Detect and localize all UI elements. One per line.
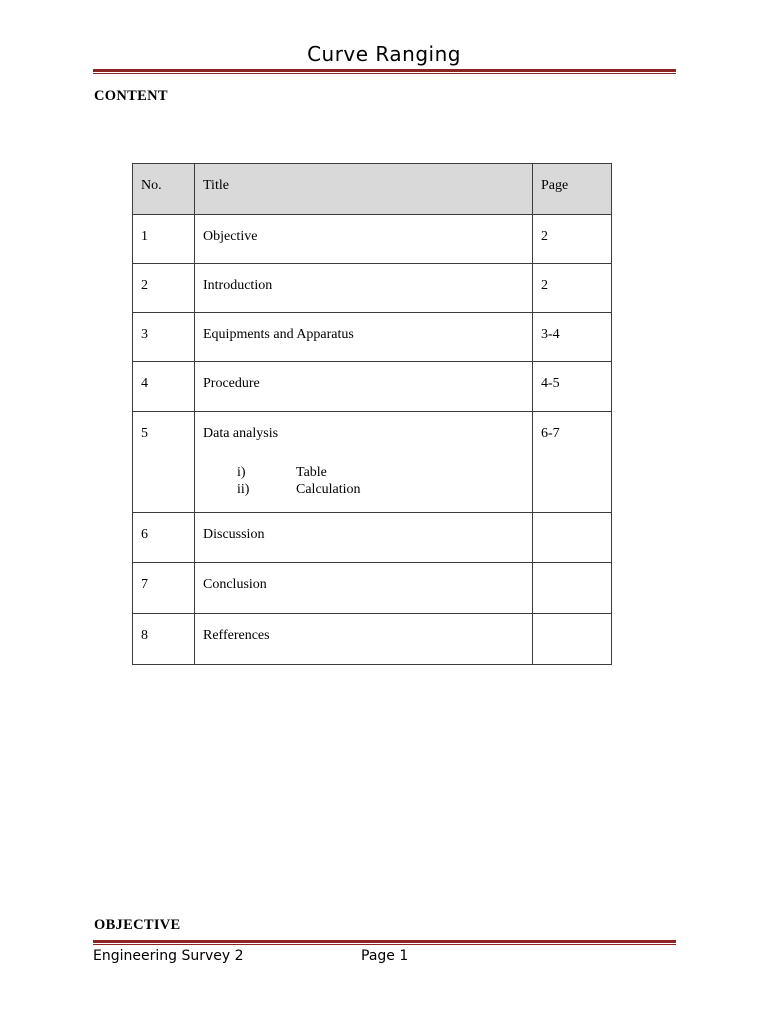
row-title: Refferences — [195, 614, 533, 665]
sub-item — [237, 464, 532, 481]
row-number: 1 — [133, 215, 195, 264]
table-row — [133, 563, 612, 614]
row-number: 3 — [133, 313, 195, 362]
row-page: 3-4 — [533, 313, 612, 362]
sub-item — [237, 481, 532, 498]
table-row — [133, 362, 612, 412]
row-number: 8 — [133, 614, 195, 665]
column-header-no: No. — [133, 164, 195, 215]
page-header-title: Curve Ranging — [307, 42, 461, 66]
table-header-row — [133, 164, 612, 215]
footer-rule — [93, 940, 676, 945]
content-heading: CONTENT — [94, 88, 168, 104]
row-number: 4 — [133, 362, 195, 412]
table-row — [133, 412, 612, 513]
sub-item-list — [203, 464, 532, 498]
contents-table — [132, 163, 612, 665]
row-title: Procedure — [195, 362, 533, 412]
row-title: Discussion — [195, 513, 533, 563]
row-page — [533, 563, 612, 614]
row-number: 2 — [133, 264, 195, 313]
table-row — [133, 264, 612, 313]
row-page — [533, 614, 612, 665]
column-header-page: Page — [533, 164, 612, 215]
table-row — [133, 215, 612, 264]
row-page: 4-5 — [533, 362, 612, 412]
sub-item-number: ii) — [237, 482, 250, 497]
footer-document-title: Engineering Survey 2 — [93, 948, 244, 964]
row-number: 7 — [133, 563, 195, 614]
row-page — [533, 513, 612, 563]
sub-item-label: Calculation — [296, 482, 361, 497]
row-title: Conclusion — [195, 563, 533, 614]
header-rule — [93, 69, 676, 74]
row-page: 2 — [533, 215, 612, 264]
row-number: 6 — [133, 513, 195, 563]
table-row — [133, 313, 612, 362]
row-title-cell — [195, 412, 533, 513]
row-title: Introduction — [195, 264, 533, 313]
column-header-title: Title — [195, 164, 533, 215]
row-title: Equipments and Apparatus — [195, 313, 533, 362]
row-page: 2 — [533, 264, 612, 313]
table-row — [133, 614, 612, 665]
objective-heading: OBJECTIVE — [94, 917, 181, 933]
row-page: 6-7 — [533, 412, 612, 513]
sub-item-label: Table — [296, 465, 327, 480]
row-number: 5 — [133, 412, 195, 513]
table-row — [133, 513, 612, 563]
footer-page-number: Page 1 — [361, 948, 409, 964]
row-title: Objective — [195, 215, 533, 264]
row-title: Data analysis — [203, 426, 279, 441]
sub-item-number: i) — [237, 465, 246, 480]
